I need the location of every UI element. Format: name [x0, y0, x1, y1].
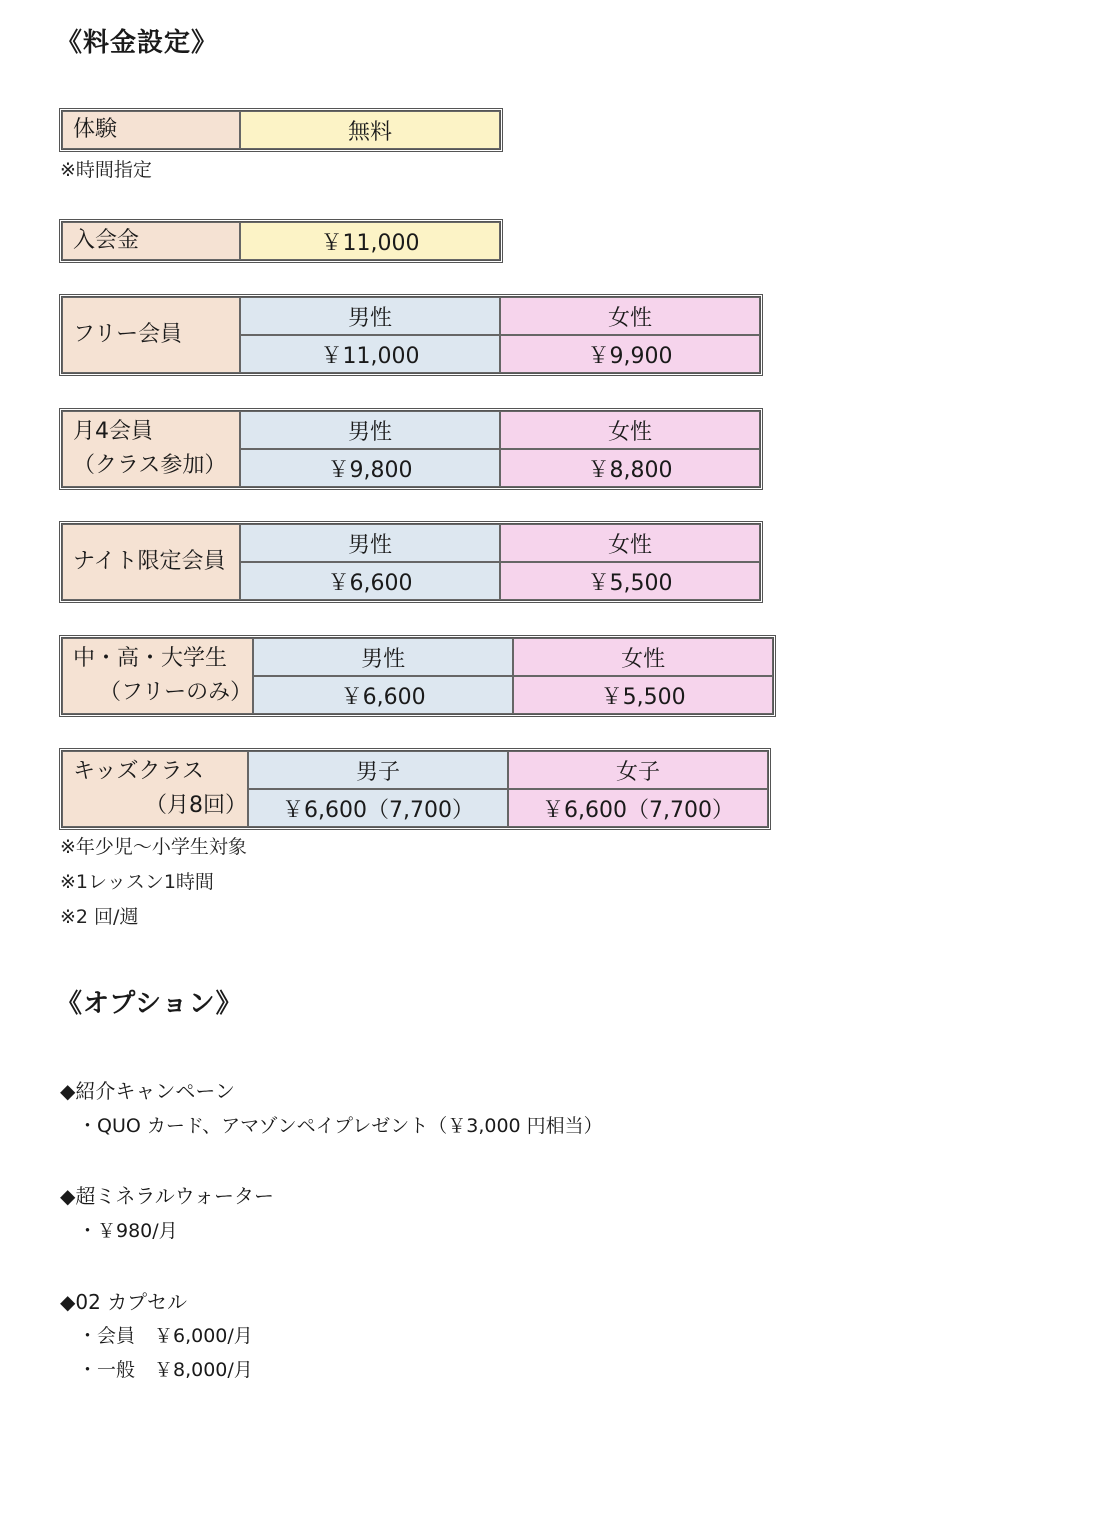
- option-heading: 《オプション》: [56, 989, 243, 1019]
- plan-table-monthly4: [59, 408, 763, 490]
- entry-fee-label: 入会金: [62, 222, 240, 260]
- plan-table-free: [59, 294, 763, 376]
- trial-label: 体験: [62, 111, 240, 149]
- plan-label-line: （月8回）: [145, 793, 247, 818]
- option-item: ・会員 ￥6,000/月: [78, 1325, 253, 1347]
- plan-table-night: [59, 521, 763, 603]
- plan-label-line: （クラス参加）: [73, 453, 227, 478]
- plan-label-line: フリー会員: [73, 322, 183, 347]
- male-header: 男性: [253, 638, 513, 676]
- girls-header: 女子: [508, 751, 768, 789]
- plan-label: [62, 524, 240, 600]
- trial-value: 無料: [240, 111, 500, 149]
- male-price: ￥9,800: [240, 449, 500, 487]
- male-header: 男性: [240, 297, 500, 335]
- kids-note: ※2 回/週: [60, 906, 139, 928]
- male-price: ￥11,000: [240, 335, 500, 373]
- plan-label: [62, 297, 240, 373]
- plan-label-line: 月4会員: [73, 419, 153, 444]
- option-item: ・一般 ￥8,000/月: [78, 1359, 253, 1381]
- entry-fee-table: [59, 219, 503, 263]
- female-header: 女性: [500, 524, 760, 562]
- male-header: 男性: [240, 524, 500, 562]
- plan-label-line: ナイト限定会員: [73, 549, 226, 574]
- option-group-title: ◆02 カプセル: [60, 1290, 187, 1314]
- boys-price: ￥6,600（7,700）: [248, 789, 508, 827]
- option-item: ・￥980/月: [78, 1220, 178, 1242]
- entry-fee-value: ￥11,000: [240, 222, 500, 260]
- male-price: ￥6,600: [240, 562, 500, 600]
- plan-table-kids: [59, 748, 771, 830]
- male-price: ￥6,600: [253, 676, 513, 714]
- option-group-title: ◆超ミネラルウォーター: [60, 1184, 274, 1208]
- female-price: ￥9,900: [500, 335, 760, 373]
- female-price: ￥8,800: [500, 449, 760, 487]
- plan-label: [62, 638, 253, 714]
- female-header: 女性: [500, 297, 760, 335]
- plan-label: [62, 751, 248, 827]
- kids-note: ※年少児～小学生対象: [60, 836, 247, 858]
- fee-heading: 《料金設定》: [56, 28, 219, 58]
- boys-header: 男子: [248, 751, 508, 789]
- male-header: 男性: [240, 411, 500, 449]
- trial-note: ※時間指定: [60, 159, 152, 181]
- female-price: ￥5,500: [500, 562, 760, 600]
- girls-price: ￥6,600（7,700）: [508, 789, 768, 827]
- female-header: 女性: [500, 411, 760, 449]
- plan-label-line: 中・高・大学生: [73, 646, 228, 671]
- female-header: 女性: [513, 638, 773, 676]
- plan-table-students: [59, 635, 776, 717]
- trial-table: [59, 108, 503, 152]
- female-price: ￥5,500: [513, 676, 773, 714]
- plan-label: [62, 411, 240, 487]
- plan-label-line: （フリーのみ）: [99, 680, 253, 705]
- kids-note: ※1レッスン1時間: [60, 871, 214, 893]
- plan-label-line: キッズクラス: [73, 759, 204, 784]
- option-item: ・QUO カード、アマゾンペイプレゼント（￥3,000 円相当）: [78, 1115, 603, 1137]
- option-group-title: ◆紹介キャンペーン: [60, 1079, 235, 1103]
